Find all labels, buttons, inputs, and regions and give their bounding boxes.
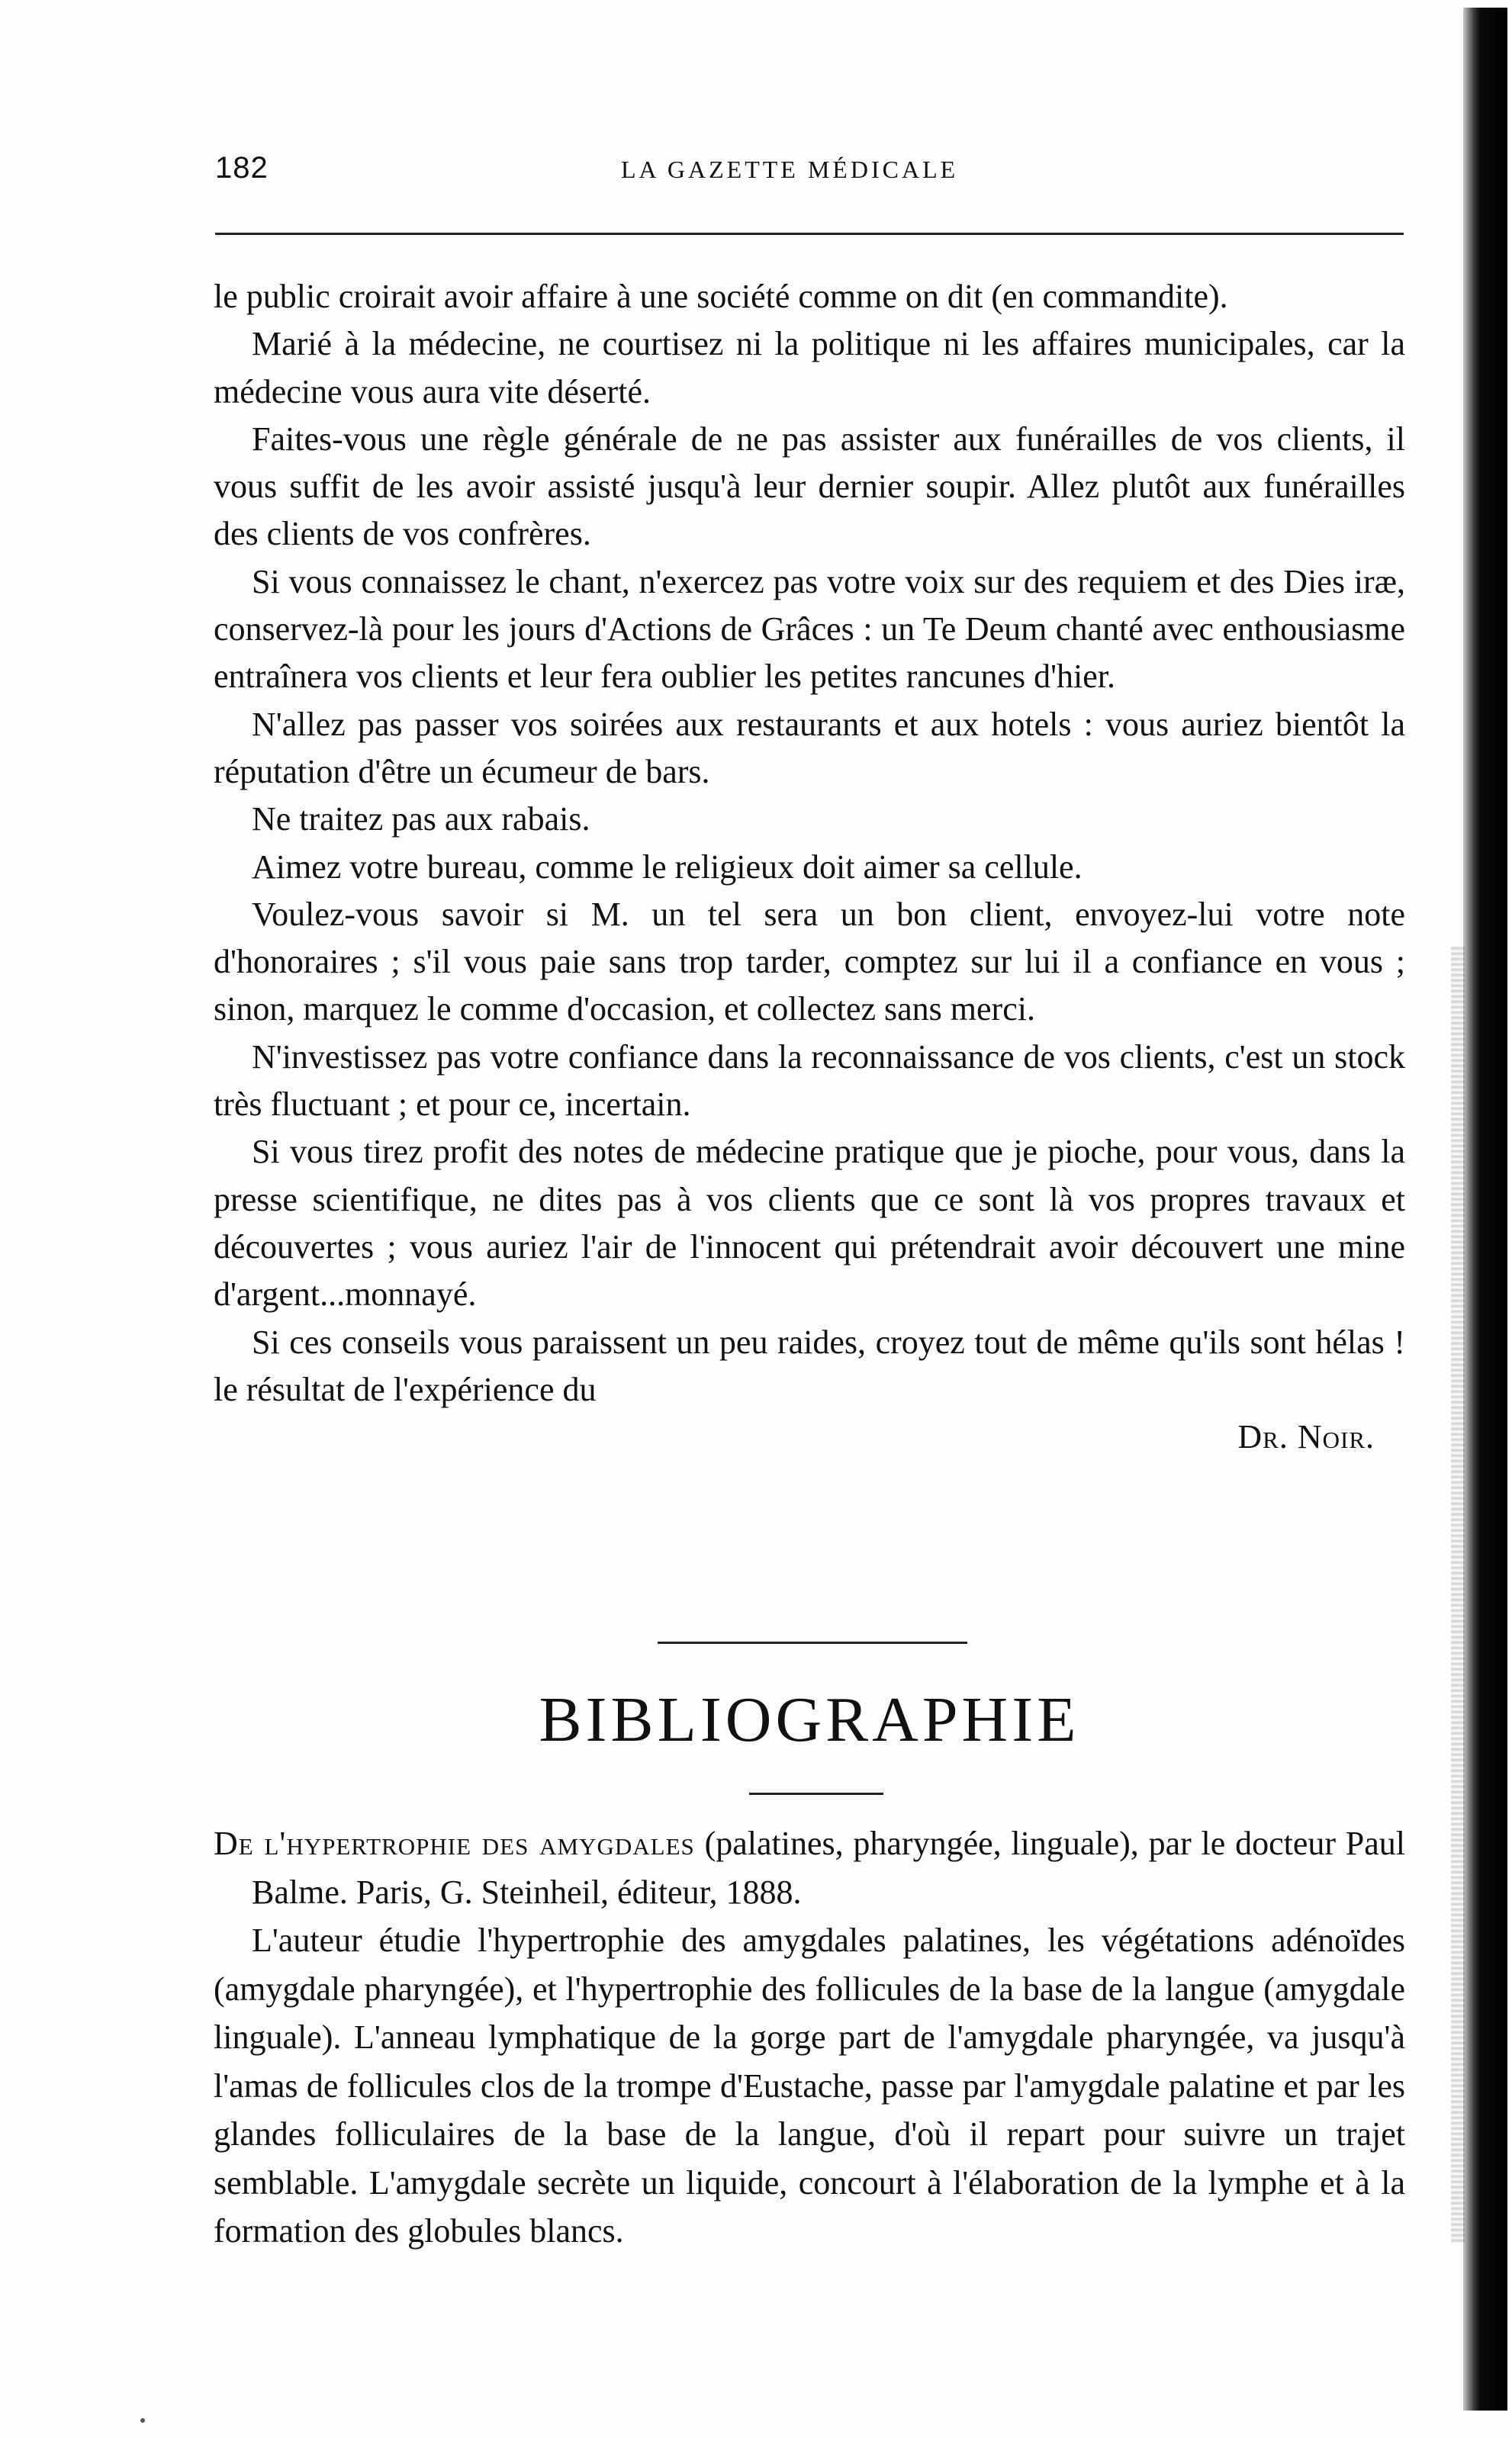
entry-heading: De l'hypertrophie des amygdales [214,1825,695,1862]
bibliography-body [214,1819,1405,2256]
article-paragraph: le public croirait avoir affaire à une société comme on dit (en commandite). [214,278,1228,315]
running-head [215,151,1405,197]
header-rule [215,233,1404,235]
article-paragraph: N'allez pas passer vos soirées aux restaurants et aux hotels : vous auriez bientôt la réputation d'être un écumeur de bars. [214,705,1405,790]
section-title: BIBLIOGRAPHIE [539,1684,1080,1755]
article-paragraph: Ne traitez pas aux rabais. [252,800,590,838]
section-separator-rule [658,1642,967,1644]
article-paragraph: Faites-vous une règle générale de ne pas assister aux funérailles de vos clients, il vous suffit de les avoir assisté jusqu'à leur dernier soupir. Allez plutôt aux funérailles des clients de vos confrères. [214,420,1405,553]
author-signature: Dr. Noir. [1237,1418,1375,1456]
page-number: 182 [215,151,269,185]
title-underline-rule [749,1793,883,1795]
article-paragraph: N'investissez pas votre confiance dans la reconnaissance de vos clients, c'est un stock très fluctuant ; et pour ce, incertain. [214,1037,1405,1124]
article-paragraph: Voulez-vous savoir si M. un tel sera un bon client, envoyez-lui votre note d'honoraires ; s'il vous paie sans trop tarder, comptez sur lui il a confiance en vous ; sinon, marquez le comme d'occasion, et collectez sans merci. [214,895,1405,1028]
bibliography-entry [214,1819,1405,1916]
journal-title: LA GAZETTE MÉDICALE [621,156,959,183]
entry-details: (palatines, pharyngée, linguale), par le docteur Paul Balme. Paris, G. Steinheil, éditeur, 1888. [252,1825,1406,1911]
scan-speck [140,2418,145,2423]
binding-edge-texture [1451,946,1465,2243]
binding-edge-shadow [1463,8,1507,2411]
bibliography-paragraph: L'auteur étudie l'hypertrophie des amygdales palatines, les végétations adénoïdes (amygdale pharyngée), et l'hypertrophie des follicules de la base de la langue (amygdale linguale). L'anneau lymphatique de la gorge part de l'amygdale pharyngée, va jusqu'à l'amas de follicules clos de la trompe d'Eustache, passe par l'amygdale palatine et par les glandes folliculaires de la base de la langue, d'où il repart pour suivre un trajet semblable. L'amygdale secrète un liquide, concourt à l'élaboration de la lymphe et à la formation des globules blancs. [214,1922,1405,2250]
article-paragraph: Si vous connaissez le chant, n'exercez pas votre voix sur des requiem et des Dies iræ, conservez-là pour les jours d'Actions de Grâces : un Te Deum chanté avec enthousiasme entraînera vos clients et leur fera oublier les petites rancunes d'hier. [214,562,1405,696]
article-paragraph: Marié à la médecine, ne courtisez ni la politique ni les affaires municipales, car la médecine vous aura vite déserté. [214,325,1405,410]
article-body [214,273,1405,1461]
article-paragraph: Si vous tirez profit des notes de médecine pratique que je pioche, pour vous, dans la presse scientifique, ne dites pas à vos clients que ce sont là vos propres travaux et découvertes ; vous auriez l'air de l'innocent qui prétendrait avoir découvert une mine d'argent...monnayé. [214,1133,1405,1314]
article-paragraph: Si ces conseils vous paraissent un peu raides, croyez tout de même qu'ils sont hélas ! le résultat de l'expérience du [214,1323,1405,1408]
article-paragraph: Aimez votre bureau, comme le religieux doit aimer sa cellule. [252,848,1083,886]
